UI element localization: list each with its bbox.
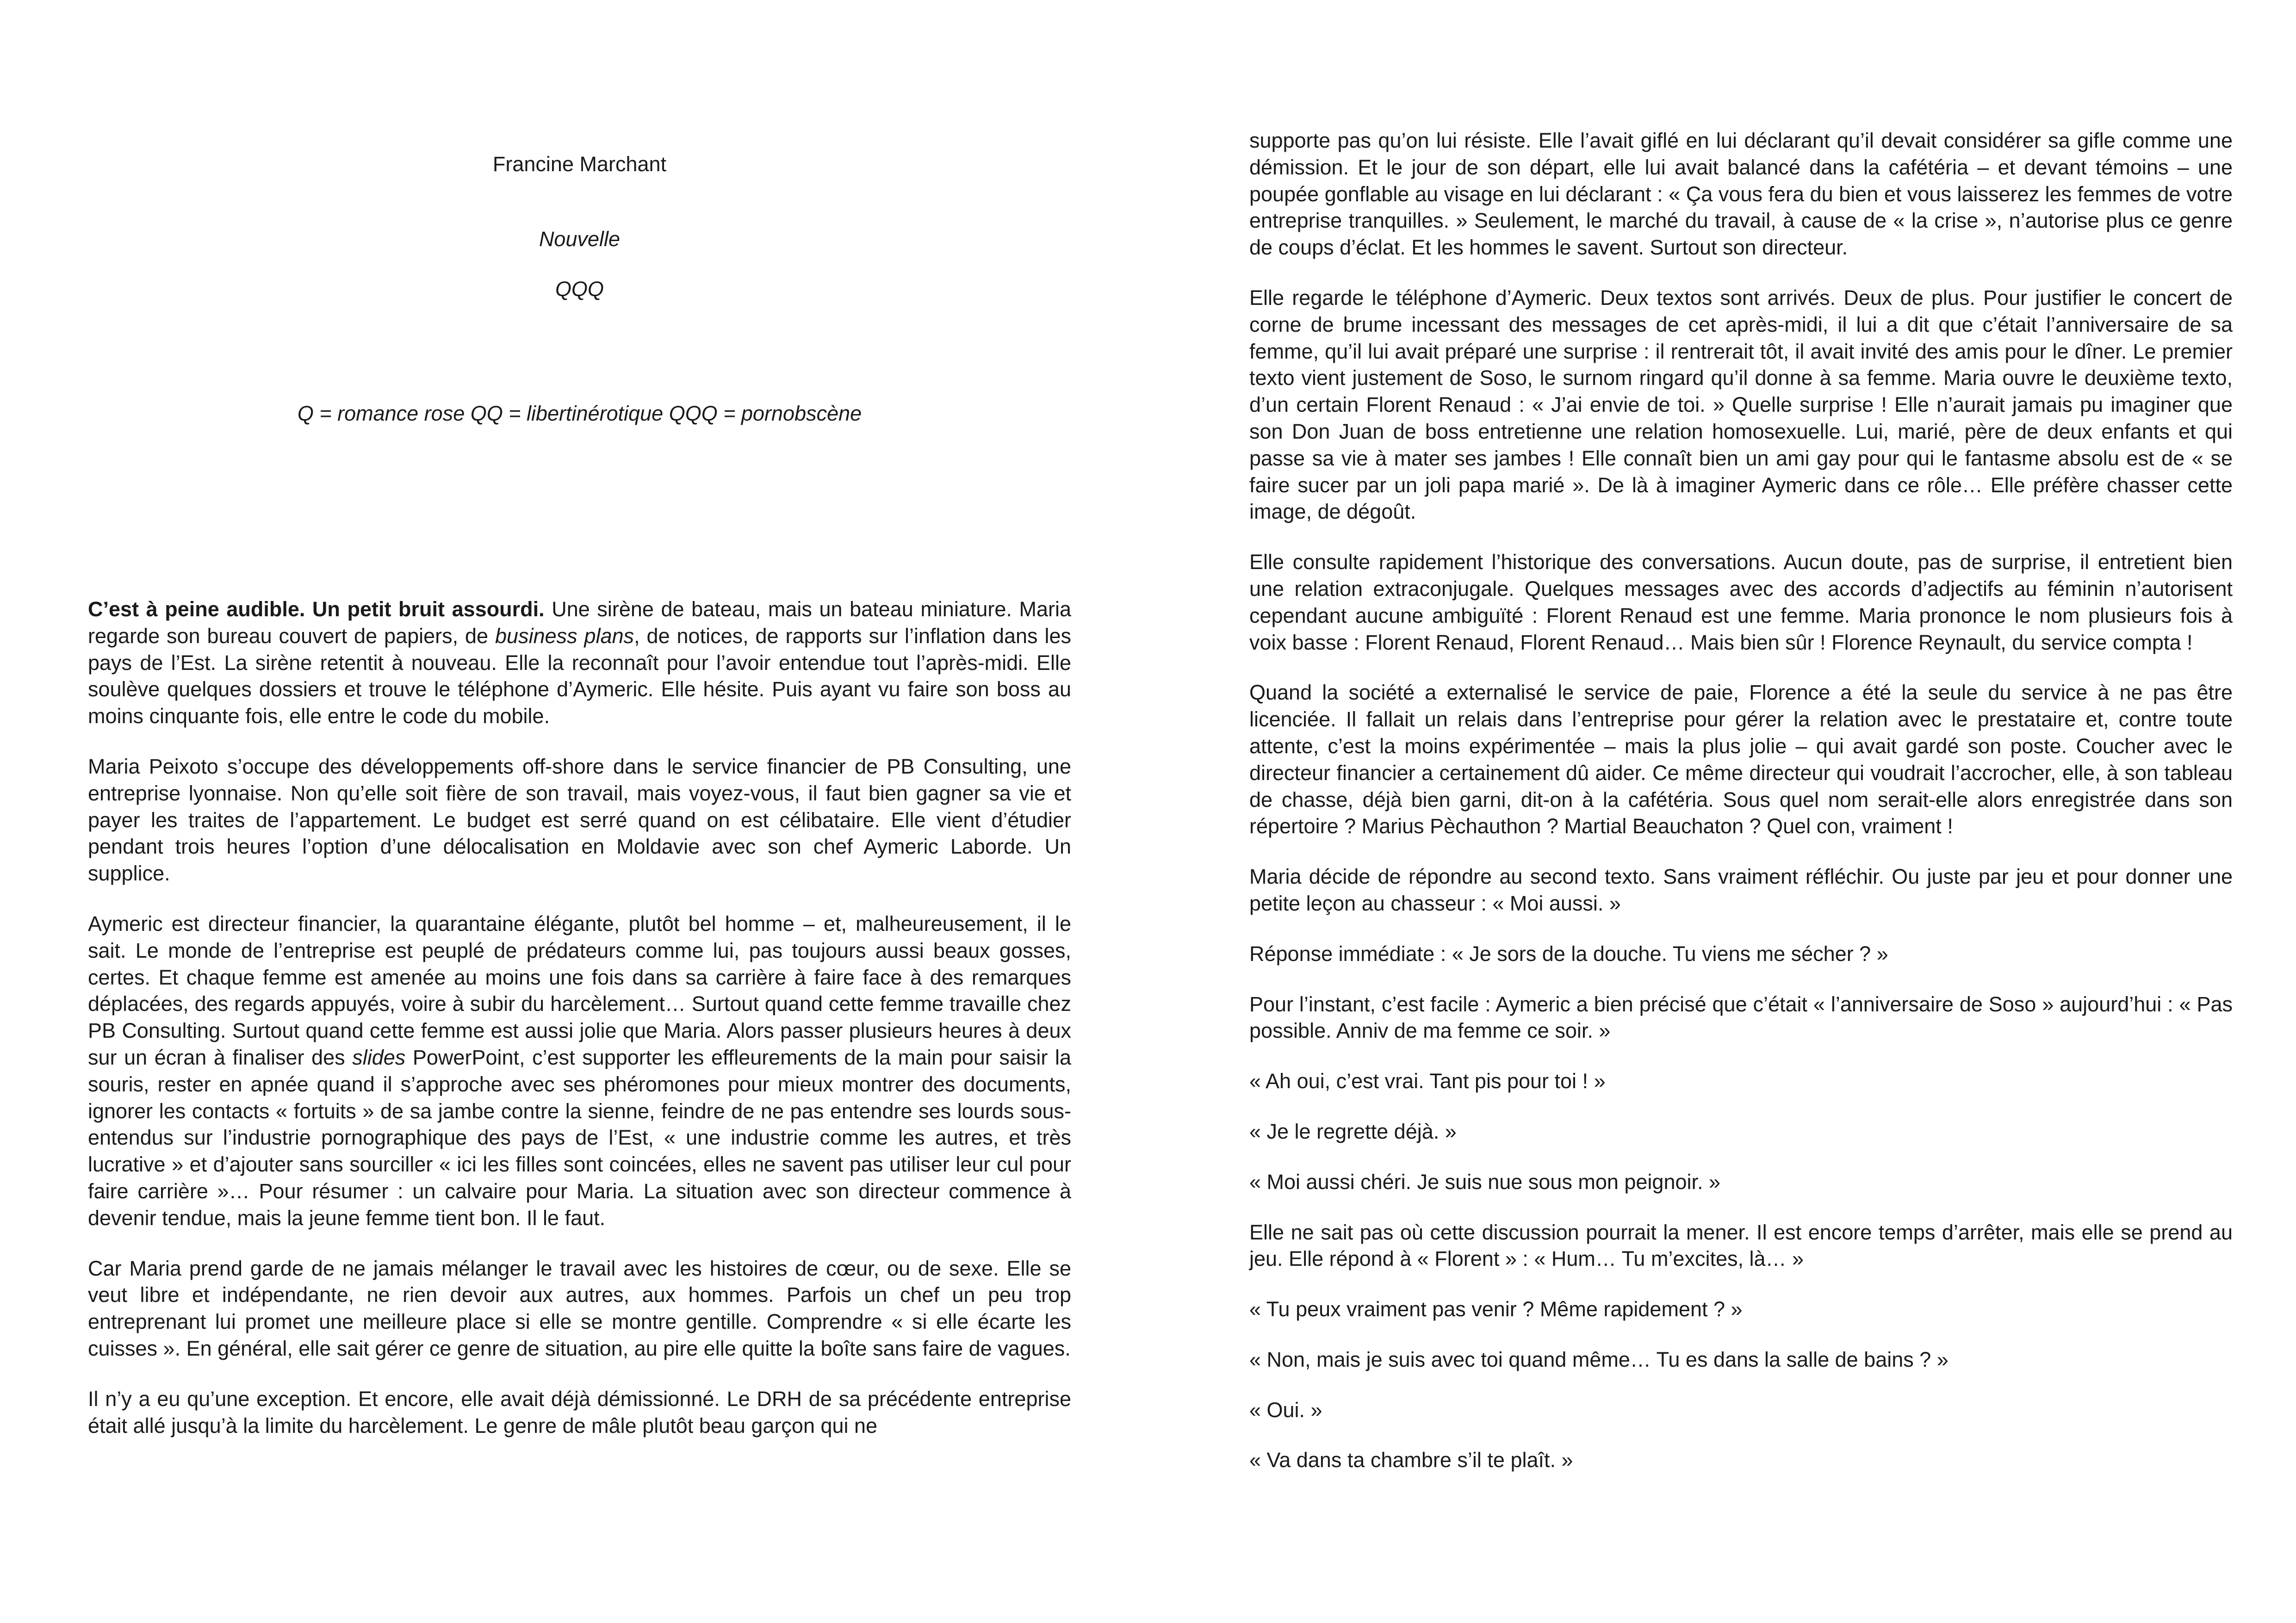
paragraph: Elle regarde le téléphone d’Aymeric. Deux textos sont arrivés. Deux de plus. Pour justifier le concert de corne de brume incessant des messages de cet après-midi, il lui a dit que c’était l’anniversaire de sa femme, qu’il lui avait préparé une surprise : il rentrerait tôt, il avait invité des amis pour le dîner. Le premier texto vient justement de Soso, le surnom ringard qu’il donne à sa femme. Maria ouvre le deuxième texto, d’un certain Florent Renaud : « J’ai envie de toi. » Quelle surprise ! Elle n’aurait jamais pu imaginer que son Don Juan de boss entretienne une relation homosexuelle. Lui, marié, père de deux enfants et qui passe sa vie à mater ses jambes ! Elle connaît bien un ami gay pour qui le fantasme absolu est de « se faire sucer par un joli papa marié ». De là à imaginer Aymeric dans ce rôle… Elle préfère chasser cette image, de dégoût. <box>1249 285 2233 524</box>
dialogue-line: « Tu peux vraiment pas venir ? Même rapidement ? » <box>1249 1297 1743 1321</box>
dialogue-line: « Moi aussi chéri. Je suis nue sous mon peignoir. » <box>1249 1170 1721 1194</box>
paragraph <box>88 911 1071 1232</box>
opening-lead: C’est à peine audible. Un petit bruit assourdi. <box>88 597 545 621</box>
text-run: , de notices, de rapports sur l’inflation dans les pays de l’Est. La sirène retentit à nouveau. Elle la reconnaît pour l’avoir entendue tout l’après-midi. Elle soulève quelques dossiers et trouve le téléphone d’Aymeric. Elle hésite. Puis ayant vu faire son boss au moins cinquante fois, elle entre le code du mobile. <box>88 624 1071 728</box>
paragraph: Car Maria prend garde de ne jamais mélanger le travail avec les histoires de cœur, ou de sexe. Elle se veut libre et indépendante, ne rien devoir aux autres, aux hommes. Parfois un chef un peu trop entreprenant lui promet une meilleure place si elle se montre gentille. Comprendre « si elle écarte les cuisses ». En général, elle sait gérer ce genre de situation, au pire elle quitte la boîte sans faire de vagues. <box>88 1256 1071 1360</box>
dialogue-line: « Je le regrette déjà. » <box>1249 1119 1457 1143</box>
right-page <box>1148 0 2296 1623</box>
paragraph: Maria Peixoto s’occupe des développements off-shore dans le service financier de PB Consulting, une entreprise lyonnaise. Non qu’elle soit fière de son travail, mais voyez-vous, il faut bien gagner sa vie et payer les traites de l’appartement. Le budget est serré quand on est célibataire. Elle vient d’étudier pendant trois heures l’option d’une délocalisation en Moldavie avec son chef Aymeric Laborde. Un supplice. <box>88 754 1071 886</box>
paragraph: Il n’y a eu qu’une exception. Et encore, elle avait déjà démissionné. Le DRH de sa précédente entreprise était allé jusqu’à la limite du harcèlement. Le genre de mâle plutôt beau garçon qui ne <box>88 1387 1071 1437</box>
genre-label: Nouvelle <box>539 227 621 251</box>
paragraph: supporte pas qu’on lui résiste. Elle l’avait giflé en lui déclarant qu’il devait considérer sa gifle comme une démission. Et le jour de son départ, elle lui avait balancé dans la cafétéria – et devant témoins – une poupée gonflable au visage en lui déclarant : « Ça vous fera du bien et vous laisserez les femmes de votre entreprise tranquilles. » Seulement, le marché du travail, à cause de « la crise », n’autorise plus ce genre de coups d’éclat. Et les hommes le savent. Surtout son directeur. <box>1249 129 2233 260</box>
dialogue-line: Réponse immédiate : « Je sors de la douche. Tu viens me sécher ? » <box>1249 942 1888 966</box>
paragraph: Quand la société a externalisé le service de paie, Florence a été la seule du service à ne pas être licenciée. Il fallait un relais dans l’entreprise pour gérer la relation avec le prestataire et, contre toute attente, c’est la moins expérimentée – mais la plus jolie – qui avait gardé son poste. Coucher avec le directeur financier a certainement dû aider. Ce même directeur qui voudrait l’accrocher, elle, à son tableau de chasse, déjà bien garni, dit-on à la cafétéria. Sous quel nom serait-elle alors enregistrée dans son répertoire ? Marius Pèchauthon ? Martial Beauchaton ? Quel con, vraiment ! <box>1249 681 2233 838</box>
right-text-column <box>1249 127 2233 1474</box>
author-name: Francine Marchant <box>492 152 667 176</box>
paragraph: Elle consulte rapidement l’historique des conversations. Aucun doute, pas de surprise, il entretient bien une relation extraconjugale. Quelques messages avec des accords d’adjectifs au féminin n’autorisent cependant aucune ambiguïté : Florent Renaud est une femme. Maria prononce le nom plusieurs fois à voix basse : Florent Renaud, Florent Renaud… Mais bien sûr ! Florence Reynault, du service compta ! <box>1249 550 2233 654</box>
paragraph: Pour l’instant, c’est facile : Aymeric a bien précisé que c’était « l’anniversaire de Soso » aujourd’hui : « Pas possible. Anniv de ma femme ce soir. » <box>1249 992 2233 1043</box>
paragraph: Elle ne sait pas où cette discussion pourrait la mener. Il est encore temps d’arrêter, mais elle se prend au jeu. Elle répond à « Florent » : « Hum… Tu m’excites, là… » <box>1249 1220 2233 1271</box>
dialogue-line: « Ah oui, c’est vrai. Tant pis pour toi ! » <box>1249 1069 1606 1093</box>
text-run: Une sirène de bateau, mais un bateau miniature. Maria regarde son bureau couvert de papiers, de <box>88 597 1071 648</box>
dialogue-line: « Va dans ta chambre s’il te plaît. » <box>1249 1448 1573 1472</box>
dialogue-line: « Non, mais je suis avec toi quand même… Tu es dans la salle de bains ? » <box>1249 1347 1948 1371</box>
text-run: Aymeric est directeur financier, la quarantaine élégante, plutôt bel homme – et, malheureusement, il le sait. Le monde de l’entreprise est peuplé de prédateurs comme lui, pas toujours aussi beaux gosses, certes. Et chaque femme est amenée au moins une fois dans sa carrière à faire face à des remarques déplacées, des regards appuyés, voire à subir du harcèlement… Surtout quand cette femme travaille chez PB Consulting. Surtout quand cette femme est aussi jolie que Maria. Alors passer plusieurs heures à deux sur un écran à finaliser des <box>88 911 1071 1069</box>
paragraph <box>88 596 1071 730</box>
rating-legend: Q = romance rose QQ = libertinérotique QQQ = pornobscène <box>297 402 862 425</box>
text-run: PowerPoint, c’est supporter les effleurements de la main pour saisir la souris, rester en apnée quand il s’approche avec ses phéromones pour mieux montrer des documents, ignorer les contacts « fortuits » de sa jambe contre la sienne, feindre de ne pas entendre ses lourds sous-entendus sur l’industrie pornographique des pays de l’Est, « une industrie comme les autres, et très lucrative » et d’ajouter sans sourciller « ici les filles sont coincées, elles ne savent pas utiliser leur cul pour faire carrière »… Pour résumer : un calvaire pour Maria. La situation avec son directeur commence à devenir tendue, mais la jeune femme tient bon. Il le faut. <box>88 1045 1071 1230</box>
rating-label: QQQ <box>555 277 604 301</box>
italic-run: business plans <box>495 624 634 648</box>
dialogue-line: « Oui. » <box>1249 1398 1322 1422</box>
paragraph: Maria décide de répondre au second texto. Sans vraiment réfléchir. Ou juste par jeu et pour donner une petite leçon au chasseur : « Moi aussi. » <box>1249 865 2233 915</box>
left-text-column <box>88 596 1071 1439</box>
italic-run: slides <box>352 1045 406 1069</box>
